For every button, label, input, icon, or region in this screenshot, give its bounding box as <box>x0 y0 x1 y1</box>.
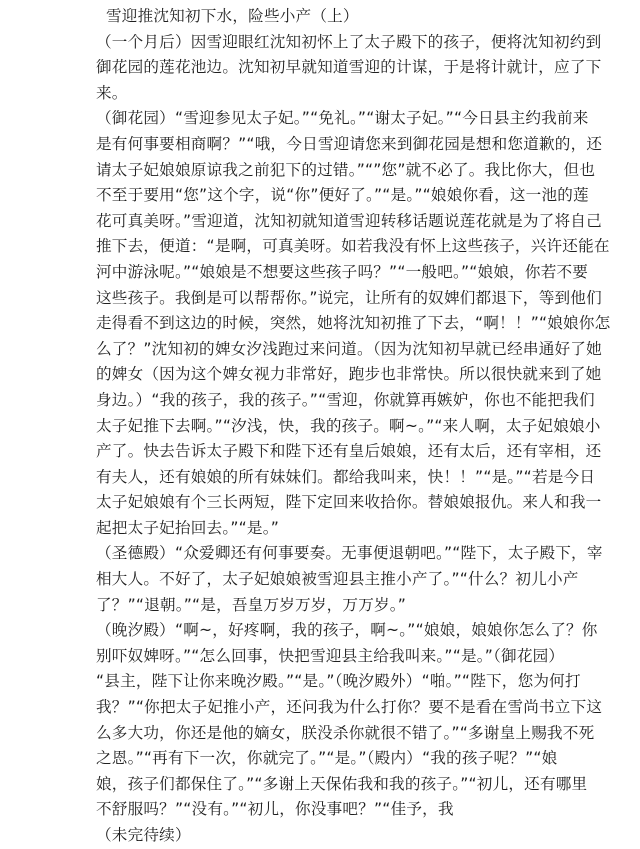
article-line: 推下去，便道：“是啊，可真美呀。如若我没有怀上这些孩子，兴许还能在 <box>96 237 610 256</box>
article-line: 是有何事要相商啊？”“哦，今日雪迎请您来到御花园是想和您道歉的，还 <box>96 134 603 153</box>
article-line: 别吓奴婢呀。”“怎么回事，快把雪迎县主给我叫来。”“是。”（御花园） <box>96 646 565 665</box>
article-line: 花可真美呀。”雪迎道，沈知初就知道雪迎转移话题说莲花就是为了将自己 <box>96 211 602 230</box>
article-line: 起把太子妃抬回去。”“是。” <box>96 518 279 537</box>
article-title: 雪迎推沈知初下水，险些小产（上） <box>106 7 359 25</box>
article-line: 太子妃推下去啊。”“汐浅，快，我的孩子。啊~。”“来人啊，太子妃娘娘小 <box>96 416 601 435</box>
article-line: “县主，陛下让你来晚汐殿。”“是。”（晚汐殿外）“啪。”“陛下，您为何打 <box>96 672 581 691</box>
article-line: 河中游泳呢。”“娘娘是不想要这些孩子吗？”“一般吧。”“娘娘，你若不要 <box>96 262 589 281</box>
article-line: （一个月后）因雪迎眼红沈知初怀上了太子殿下的孩子，便将沈知初约到 <box>96 32 602 51</box>
article-line: （晚汐殿）“啊~，好疼啊，我的孩子，啊~。”“娘娘，娘娘你怎么了？你 <box>96 621 598 640</box>
article-line: 来。 <box>96 83 128 102</box>
article-line: 么了？”沈知初的婢女汐浅跑过来问道。（因为沈知初早就已经串通好了她 <box>96 339 602 358</box>
article-line: 太子妃娘娘有个三长两短，陛下定回来收拾你。替娘娘报仇。来人和我一 <box>96 493 602 512</box>
article-line: 身边。）“我的孩子，我的孩子。”“雪迎，你就算再嫉妒，你也不能把我们 <box>96 390 595 409</box>
article-line: 产了。快去告诉太子殿下和陛下还有皇后娘娘，还有太后，还有宰相，还 <box>96 442 602 461</box>
to-be-continued: （未完待续） <box>96 826 191 844</box>
article-line: 不舒服吗？”“没有。”“初儿，你没事吧？”“佳予，我 <box>96 800 454 819</box>
article-line: （御花园）“雪迎参见太子妃。”“免礼。”“谢太子妃。”“今日县主约我前来 <box>96 109 589 128</box>
article-line: 有夫人，还有娘娘的所有妹妹们。都给我叫来，快！！”“是。”“若是今日 <box>96 467 596 486</box>
article-line: 之恩。”“再有下一次，你就完了。”“是。”（殿内）“我的孩子呢？”“娘 <box>96 749 558 768</box>
article-line: 相大人。不好了，太子妃娘娘被雪迎县主推小产了。”“什么？初儿小产 <box>96 570 579 589</box>
article-line: 我？”“你把太子妃推小产，还问我为什么打你？要不是看在雪尚书立下这 <box>96 698 603 717</box>
article-line: 的婢女（因为这个婢女视力非常好，跑步也非常快。所以很快就来到了她 <box>96 365 602 384</box>
article-line: 不至于要用“您”这个字，说“你”便好了。”“是。”“娘娘你看，这一池的莲 <box>96 186 589 205</box>
article-line: 娘，孩子们都保住了。”“多谢上天保佑我和我的孩子。”“初儿，还有哪里 <box>96 774 588 793</box>
article-line: 这些孩子。我倒是可以帮帮你。”说完，让所有的奴婢们都退下，等到他们 <box>96 288 602 307</box>
article-line: 么多大功，你还是他的嫡女，朕没杀你就很不错了。”“多谢皇上赐我不死 <box>96 723 595 742</box>
article-line: 了？”“退朝。”“是，吾皇万岁万岁，万万岁。” <box>96 595 407 614</box>
article-line: 走得看不到这边的时候，突然，她将沈知初推了下去，“啊！！”“娘娘你怎 <box>96 314 611 333</box>
article-line: （圣德殿）“众爱卿还有何事要奏。无事便退朝吧。”“陛下，太子殿下，宰 <box>96 544 603 563</box>
article-line: 御花园的莲花池边。沈知初早就知道雪迎的计谋，于是将计就计，应了下 <box>96 58 602 77</box>
article-line: 请太子妃娘娘原谅我之前犯下的过错。”“”您”就不必了。我比你大，但也 <box>96 160 596 179</box>
